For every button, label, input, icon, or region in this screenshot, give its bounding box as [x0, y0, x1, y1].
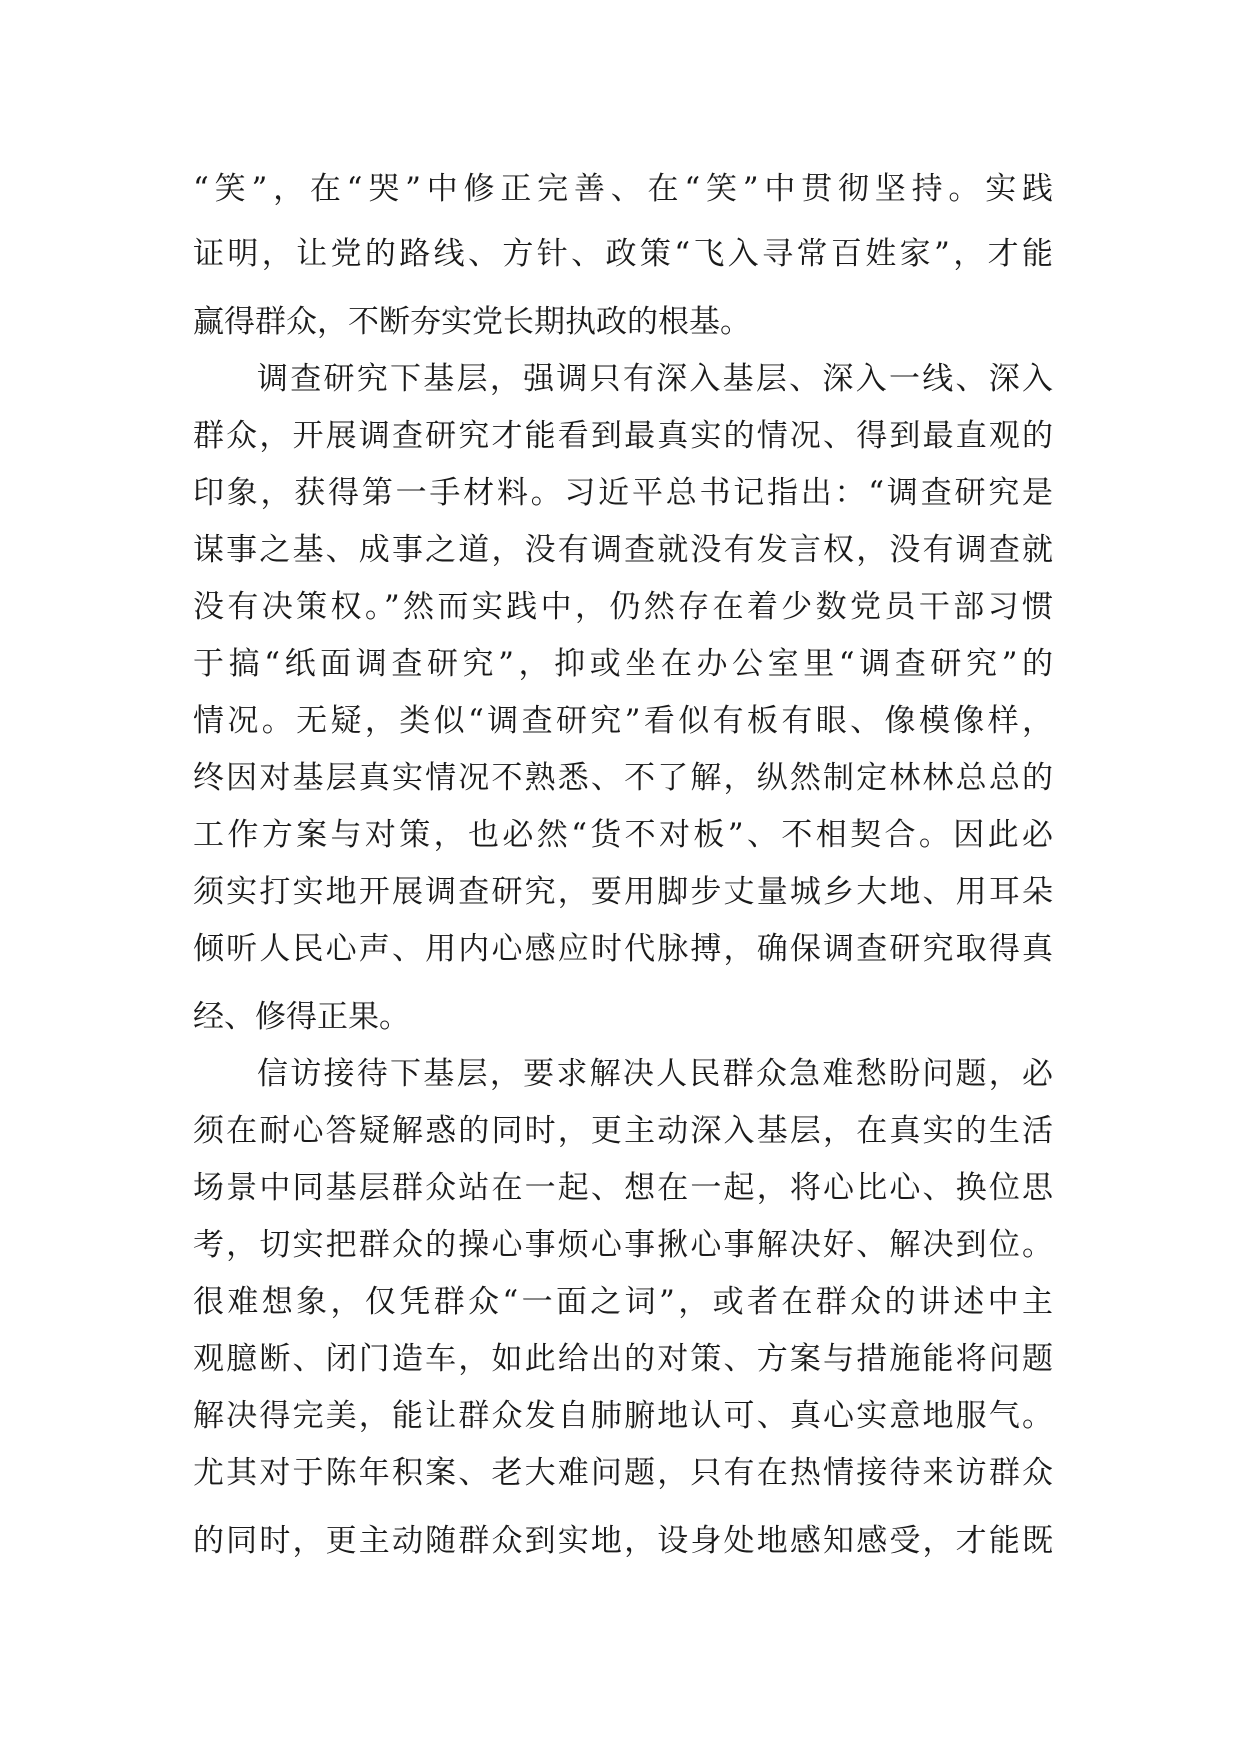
- text-line: 工作方案与对策，也必然“货不对板”、不相契合。因此必: [193, 817, 1053, 853]
- text-line: 终因对基层真实情况不熟悉、不了解，纵然制定林林总总的: [193, 760, 1053, 796]
- text-line: 场景中同基层群众站在一起、想在一起，将心比心、换位思: [193, 1170, 1053, 1206]
- text-line: 赢得群众，不断夯实党长期执政的根基。: [193, 304, 751, 340]
- text-line: “笑”，在“哭”中修正完善、在“笑”中贯彻坚持。实践: [193, 171, 1053, 207]
- text-line: 证明，让党的路线、方针、政策“飞入寻常百姓家”，才能: [193, 236, 1053, 272]
- text-line: 经、修得正果。: [193, 999, 410, 1035]
- text-line: 于搞“纸面调查研究”，抑或坐在办公室里“调查研究”的: [193, 646, 1053, 682]
- text-line: 倾听人民心声、用内心感应时代脉搏，确保调查研究取得真: [193, 931, 1053, 967]
- text-line: 解决得完美，能让群众发自肺腑地认可、真心实意地服气。: [193, 1398, 1053, 1434]
- text-line: 尤其对于陈年积案、老大难问题，只有在热情接待来访群众: [193, 1455, 1053, 1491]
- text-line: 的同时，更主动随群众到实地，设身处地感知感受，才能既: [193, 1523, 1053, 1559]
- text-line: 情况。无疑，类似“调查研究”看似有板有眼、像模像样，: [193, 703, 1053, 739]
- paragraph-start-line: 调查研究下基层，强调只有深入基层、深入一线、深入: [257, 361, 1053, 397]
- text-line: 印象，获得第一手材料。习近平总书记指出：“调查研究是: [193, 475, 1053, 511]
- text-line: 观臆断、闭门造车，如此给出的对策、方案与措施能将问题: [193, 1341, 1053, 1377]
- text-line: 须实打实地开展调查研究，要用脚步丈量城乡大地、用耳朵: [193, 874, 1053, 910]
- text-line: 没有决策权。”然而实践中，仍然存在着少数党员干部习惯: [193, 589, 1053, 625]
- text-line: 须在耐心答疑解惑的同时，更主动深入基层，在真实的生活: [193, 1113, 1053, 1149]
- text-line: 考，切实把群众的操心事烦心事揪心事解决好、解决到位。: [193, 1227, 1053, 1263]
- text-line: 很难想象，仅凭群众“一面之词”，或者在群众的讲述中主: [193, 1284, 1053, 1320]
- paragraph-start-line: 信访接待下基层，要求解决人民群众急难愁盼问题，必: [257, 1056, 1053, 1092]
- text-line: 群众，开展调查研究才能看到最真实的情况、得到最直观的: [193, 418, 1053, 454]
- text-line: 谋事之基、成事之道，没有调查就没有发言权，没有调查就: [193, 532, 1053, 568]
